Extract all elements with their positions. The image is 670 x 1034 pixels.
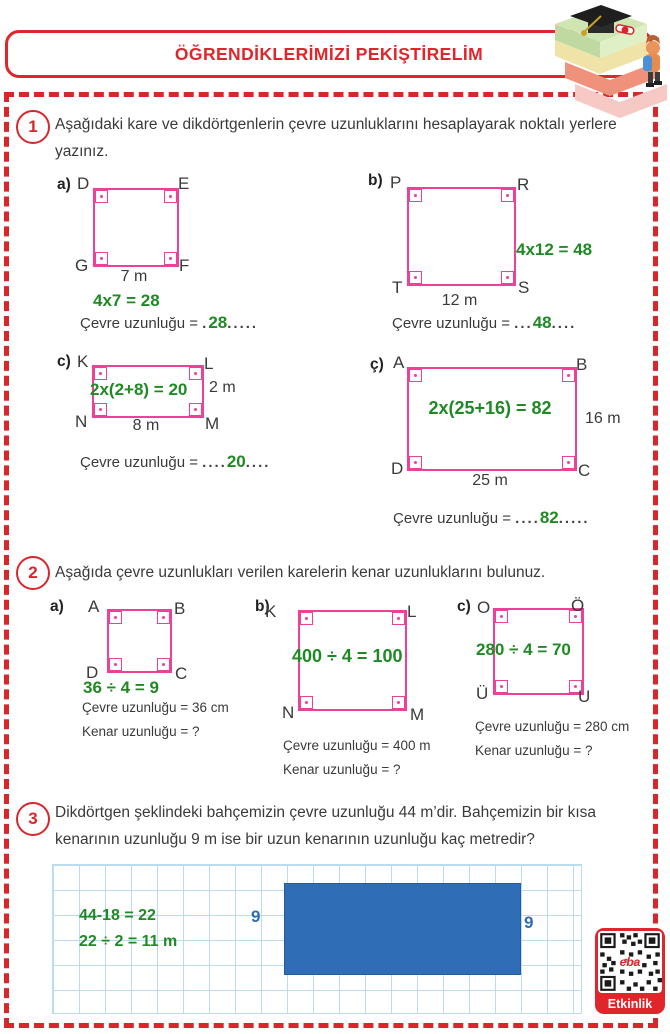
vertex-label: L [204,354,214,373]
page-title: ÖĞRENDİKLERİMİZİ PEKİŞTİRELİM [174,44,484,64]
qr-code [598,931,662,993]
vertex-label: P [390,173,402,192]
answer-label: Çevre uzunluğu = [392,315,515,332]
right-angle-mark [189,367,202,380]
side-length-label: 12 m [441,292,478,309]
eba-logo: eba [619,955,641,969]
figure-1b-square [385,170,545,309]
right-angle-mark [409,271,422,284]
dotted-line: ... [514,315,533,332]
answer-label: Çevre uzunluğu = [393,510,516,527]
squared-grid-workspace [52,864,582,1014]
vertex-label: K [77,352,89,371]
vertex-label: D [86,663,99,682]
perimeter-answer-line-1a [80,313,258,333]
vertex-label: E [178,174,190,193]
perimeter-answer-line-1c [80,452,270,472]
solution-work-3-line1: 44-18 = 22 [79,907,156,924]
vertex-label: A [393,353,405,372]
given-perimeter-2c: Çevre uzunluğu = 280 cm [475,719,630,734]
vertex-label: B [576,355,588,374]
side-length-label: 2 m [209,379,236,396]
figure-2a-square [80,596,195,686]
right-angle-mark [409,369,422,382]
short-side-label-right: 9 [524,913,534,932]
question-3-number: 3 [16,802,50,836]
right-angle-mark [157,611,170,624]
asked-side-2c: Kenar uzunluğu = ? [475,743,593,758]
vertex-label: A [88,597,100,616]
vertex-label: T [392,278,403,297]
solution-work-3-line2: 22 ÷ 2 = 11 m [79,933,178,950]
dotted-line: .... [515,510,540,527]
dotted-line: .... [245,454,271,471]
answer-value: 82 [539,508,559,527]
answer-label: Çevre uzunluğu = [80,315,203,332]
solution-work-1c: 2x(2+8) = 20 [90,380,188,399]
vertex-label: D [77,174,90,193]
vertex-label: C [578,461,591,480]
vertex-label: L [407,602,417,621]
asked-side-2b: Kenar uzunluğu = ? [283,762,401,777]
vertex-label: Ü [476,684,489,703]
vertex-label: M [205,414,220,433]
square-shape [407,187,516,286]
solution-work-2c: 280 ÷ 4 = 70 [476,640,571,659]
item-key-1c: c) [57,353,71,370]
question-2-number: 2 [16,556,50,590]
right-angle-mark [562,456,575,469]
right-angle-mark [495,610,508,623]
item-key-2a: a) [50,598,64,615]
right-angle-mark [95,190,108,203]
right-angle-mark [95,252,108,265]
right-angle-mark [157,658,170,671]
right-angle-mark [94,367,107,380]
vertex-label: N [75,412,88,431]
figure-1a-square [65,172,215,284]
garden-rectangle [284,883,521,975]
right-angle-mark [392,612,405,625]
answer-value: 48 [532,313,552,332]
side-length-label: 7 m [120,268,148,285]
side-length-label: 16 m [585,410,621,427]
right-angle-mark [109,611,122,624]
solution-work-1cc: 2x(25+16) = 82 [428,398,552,418]
vertex-label: O [477,598,491,617]
item-key-1a: a) [57,176,71,193]
qr-badge-label: Etkinlik [607,997,653,1011]
answer-value: 20 [226,452,246,471]
item-key-1b: b) [368,172,383,189]
question-2-prompt: Aşağıda çevre uzunlukları verilen karelerin kenar uzunluklarını bulunuz. [55,564,546,581]
vertex-label: C [175,664,188,683]
dotted-line: ..... [558,510,590,527]
short-side-label-left: 9 [251,907,261,926]
given-perimeter-2b: Çevre uzunluğu = 400 m [283,738,431,753]
item-key-2b: b) [255,598,270,615]
item-key-2c: c) [457,598,471,615]
vertex-label: R [517,175,530,194]
dotted-line: ..... [227,315,259,332]
asked-side-2a: Kenar uzunluğu = ? [82,724,200,739]
vertex-label: G [75,256,89,275]
side-length-label: 8 m [132,417,160,434]
question-1-prompt: Aşağıdaki kare ve dikdörtgenlerin çevre uzunluklarını hesaplayarak noktalı yerlere yazınız. [55,116,617,160]
right-angle-mark [501,189,514,202]
right-angle-mark [164,252,177,265]
dotted-line: .... [202,454,227,471]
dotted-line: .... [551,315,577,332]
vertex-label: F [179,256,190,275]
right-angle-mark [392,696,405,709]
right-angle-mark [109,658,122,671]
answer-value: 28 [208,313,228,332]
figure-2c-square [468,594,613,709]
right-angle-mark [164,190,177,203]
vertex-label: K [265,602,277,621]
rectangle-shape [407,367,577,471]
right-angle-mark [300,696,313,709]
square-shape [93,188,179,267]
question-3-prompt: Dikdörtgen şeklindeki bahçemizin çevre uzunluğu 44 m’dir. Bahçemizin bir kısa kenarının uzunluğu 9 m ise bir uzun kenarının uzunluğu kaç metredir? [55,804,597,848]
qr-badge [595,928,665,1014]
solution-work-2a: 36 ÷ 4 = 9 [83,678,159,697]
side-length-label: 25 m [472,472,508,489]
question-1-number: 1 [16,110,50,144]
dotted-line: . [202,315,209,332]
right-angle-mark [409,189,422,202]
vertex-label: U [578,687,591,706]
right-angle-mark [562,369,575,382]
solution-work-2b: 400 ÷ 4 = 100 [292,646,403,666]
figure-1cc-rectangle [385,352,621,489]
vertex-label: M [410,705,425,724]
answer-label: Çevre uzunluğu = [80,454,203,471]
perimeter-answer-line-1cc [393,508,590,528]
books-stairs-illustration [540,0,668,132]
vertex-label: S [518,278,530,297]
item-key-1cc: ç) [370,356,384,373]
solution-work-1a: 4x7 = 28 [93,291,160,310]
right-angle-mark [409,456,422,469]
figure-2b-square [265,596,428,724]
right-angle-mark [300,612,313,625]
right-angle-mark [94,403,107,416]
right-angle-mark [495,680,508,693]
given-perimeter-2a: Çevre uzunluğu = 36 cm [82,700,229,715]
solution-work-1b: 4x12 = 48 [516,240,593,259]
vertex-label: N [282,703,295,722]
perimeter-answer-line-1b [392,313,576,333]
vertex-label: D [391,459,404,478]
vertex-label: B [174,599,186,618]
right-angle-mark [501,271,514,284]
square-shape [107,609,172,673]
vertex-label: Ö [571,596,585,615]
right-angle-mark [189,403,202,416]
